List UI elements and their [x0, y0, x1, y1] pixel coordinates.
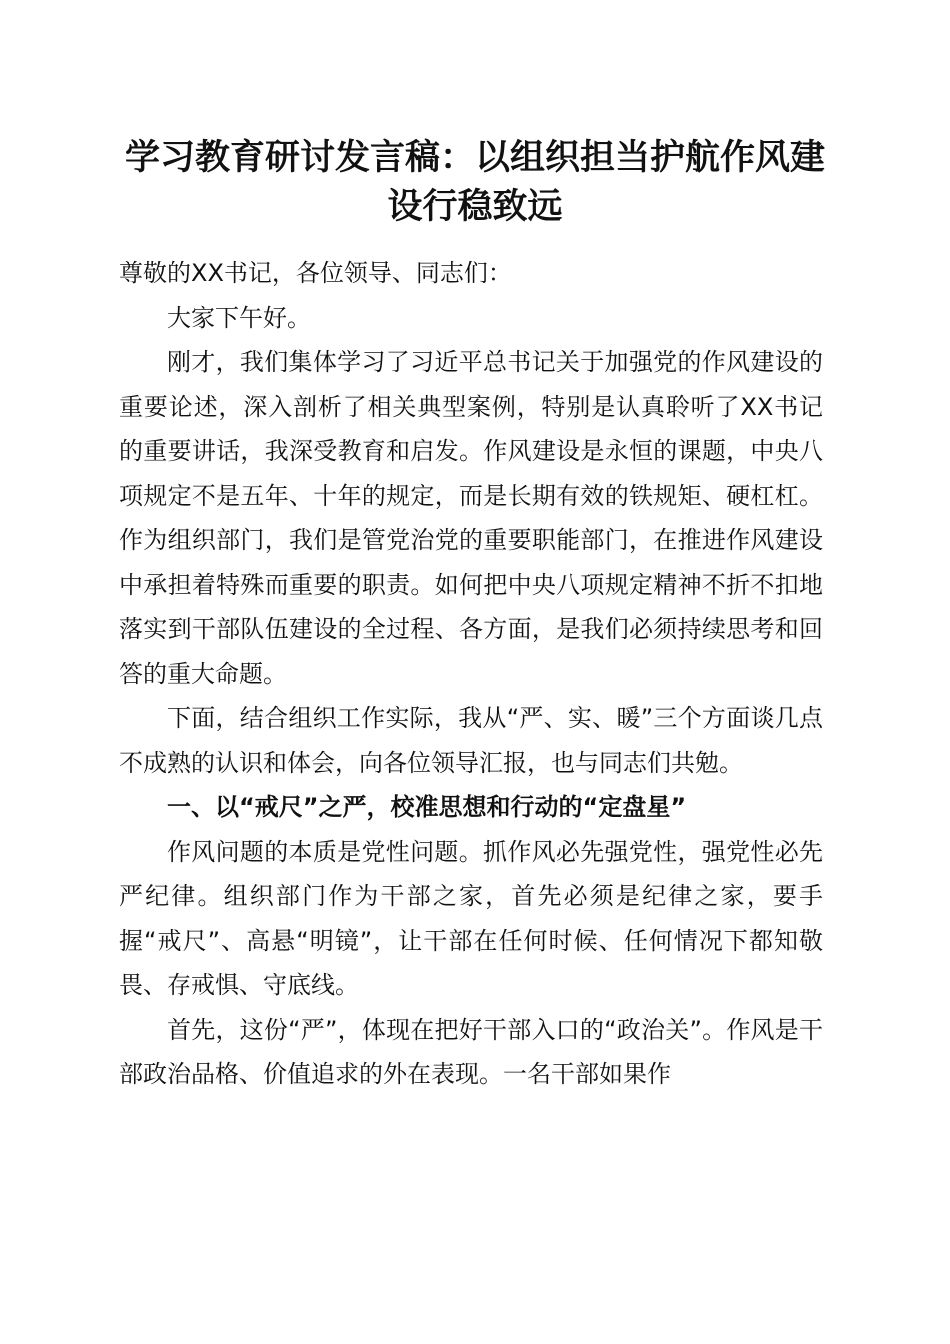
title-line-2: 设行稳致远 — [387, 186, 563, 227]
salutation: 尊敬的XX书记，各位领导、同志们： — [119, 259, 512, 287]
document-body — [119, 251, 823, 1097]
greeting: 大家下午好。 — [167, 303, 311, 332]
section-1-paragraph-2: 首先，这份“严”，体现在把好干部入口的“政治关”。作风是干部政治品格、价值追求的外在表现。一名干部如果作 — [119, 1015, 823, 1088]
title-line-1: 学习教育研讨发言稿：以组织担当护航作风建 — [124, 137, 825, 178]
paragraph-intro: 刚才，我们集体学习了习近平总书记关于加强党的作风建设的重要论述，深入剖析了相关典型案例，特别是认真聆听了XX书记的重要讲话，我深受教育和启发。作风建设是永恒的课题，中央八项规定不是五年、十年的规定，而是长期有效的铁规矩、硬杠杠。作为组织部门，我们是管党治党的重要职能部门，在推进作风建设中承担着特殊而重要的职责。如何把中央八项规定精神不折不扣地落实到干部队伍建设的全过程、各方面，是我们必须持续思考和回答的重大命题。 — [119, 348, 823, 688]
section-heading-1: 一、以“戒尺”之严，校准思想和行动的“定盘星” — [167, 793, 687, 821]
document-title — [100, 133, 850, 231]
section-1-paragraph-1: 作风问题的本质是党性问题。抓作风必先强党性，强党性必先严纪律。组织部门作为干部之家，首先必须是纪律之家，要手握“戒尺”、高悬“明镜”，让干部在任何时候、任何情况下都知敬畏、存戒惧、守底线。 — [119, 837, 823, 999]
paragraph-outline: 下面，结合组织工作实际，我从“严、实、暖”三个方面谈几点不成熟的认识和体会，向各位领导汇报，也与同志们共勉。 — [119, 704, 823, 777]
